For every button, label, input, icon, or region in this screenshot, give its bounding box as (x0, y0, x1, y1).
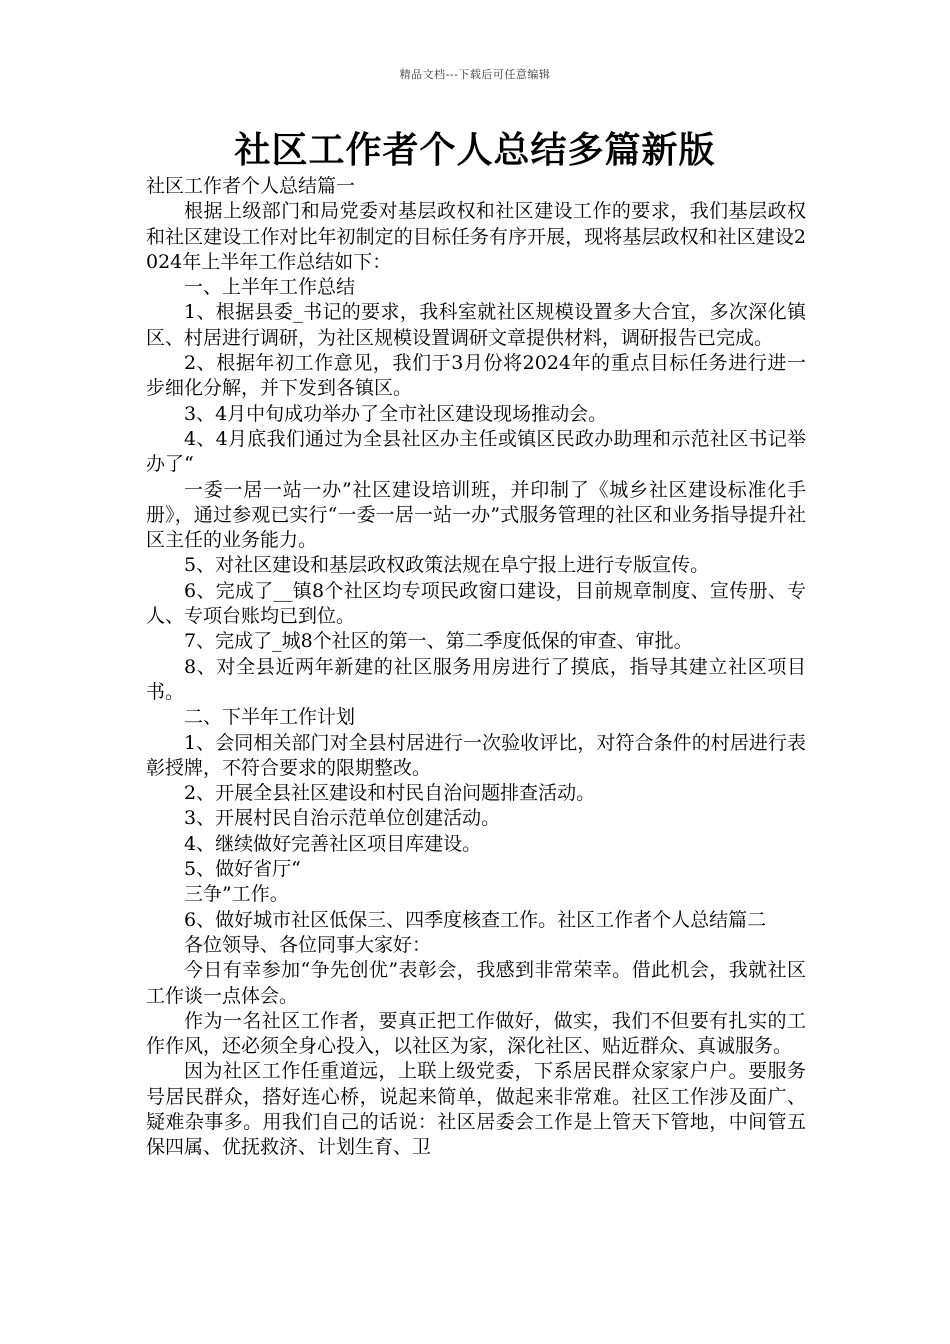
body-paragraph: 社区工作者个人总结篇一 (146, 175, 356, 197)
body-paragraph: 1、根据县委_书记的要求，我科室就社区规模设置多大合宜，多次深化镇区、村居进行调研，为社区规模设置调研文章提供材料，调研报告已完成。 (146, 301, 806, 349)
body-paragraph: 4、4月底我们通过为全县社区办主任或镇区民政办助理和示范社区书记举办了“ (146, 427, 806, 476)
body-paragraph: 2、根据年初工作意见，我们于3月份将2024年的重点目标任务进行进一步细化分解，并下发到各镇区。 (146, 352, 806, 400)
body-paragraph: 今日有幸参加“争先创优”表彰会，我感到非常荣幸。借此机会，我就社区工作谈一点体会。 (146, 959, 806, 1007)
body-paragraph: 二、下半年工作计划 (184, 706, 356, 729)
document-title: 社区工作者个人总结多篇新版 (234, 130, 716, 171)
body-paragraph: 4、继续做好完善社区项目库建设。 (184, 832, 482, 855)
body-paragraph: 1、会同相关部门对全县村居进行一次验收评比，对符合条件的村居进行表彰授牌，不符合要求的限期整改。 (146, 731, 806, 779)
header-note: 精品文档---下载后可任意编辑 (399, 68, 551, 81)
body-paragraph: 3、开展村民自治示范单位创建活动。 (184, 807, 501, 830)
body-paragraph: 6、做好城市社区低保三、四季度核查工作。社区工作者个人总结篇二 (184, 908, 767, 931)
body-paragraph: 三争”工作。 (184, 883, 289, 906)
body-paragraph: 6、完成了__镇8个社区均专项民政窗口建设，目前规章制度、宣传册、专人、专项台账均已到位。 (146, 579, 806, 628)
body-paragraph: 8、对全县近两年新建的社区服务用房进行了摸底，指导其建立社区项目书。 (146, 655, 806, 703)
body-paragraph: 5、做好省厅“ (184, 858, 301, 881)
body-paragraph: 5、对社区建设和基层政权政策法规在阜宁报上进行专版宣传。 (184, 554, 710, 577)
body-paragraph: 2、开展全县社区建设和村民自治问题排查活动。 (184, 782, 596, 805)
body-paragraph: 7、完成了_城8个社区的第一、第二季度低保的审查、审批。 (184, 630, 693, 653)
body-paragraph: 根据上级部门和局党委对基层政权和社区建设工作的要求，我们基层政权和社区建设工作对比年初制定的目标任务有序开展，现将基层政权和社区建设2024年上半年工作总结如下： (146, 200, 806, 273)
body-paragraph: 一、上半年工作总结 (184, 276, 356, 299)
body-paragraph: 作为一名社区工作者，要真正把工作做好，做实，我们不但要有扎实的工作作风，还必须全身心投入，以社区为家，深化社区、贴近群众、真诚服务。 (146, 1009, 806, 1058)
body-paragraph: 一委一居一站一办”社区建设培训班，并印制了《城乡社区建设标准化手册》，通过参观已实行“一委一居一站一办”式服务管理的社区和业务指导提升社区主任的业务能力。 (146, 478, 806, 552)
body-paragraph: 因为社区工作任重道远，上联上级党委，下系居民群众家家户户。要服务号居民群众，搭好连心桥，说起来简单，做起来非常难。社区工作涉及面广、疑难杂事多。用我们自己的话说：社区居委会工作是上管天下管地，中间管五保四属、优抚救济、计划生育、卫 (146, 1060, 806, 1159)
document-body (146, 174, 806, 1161)
body-paragraph: 各位领导、各位同事大家好： (184, 933, 432, 956)
body-paragraph: 3、4月中旬成功举办了全市社区建设现场推动会。 (184, 402, 608, 425)
